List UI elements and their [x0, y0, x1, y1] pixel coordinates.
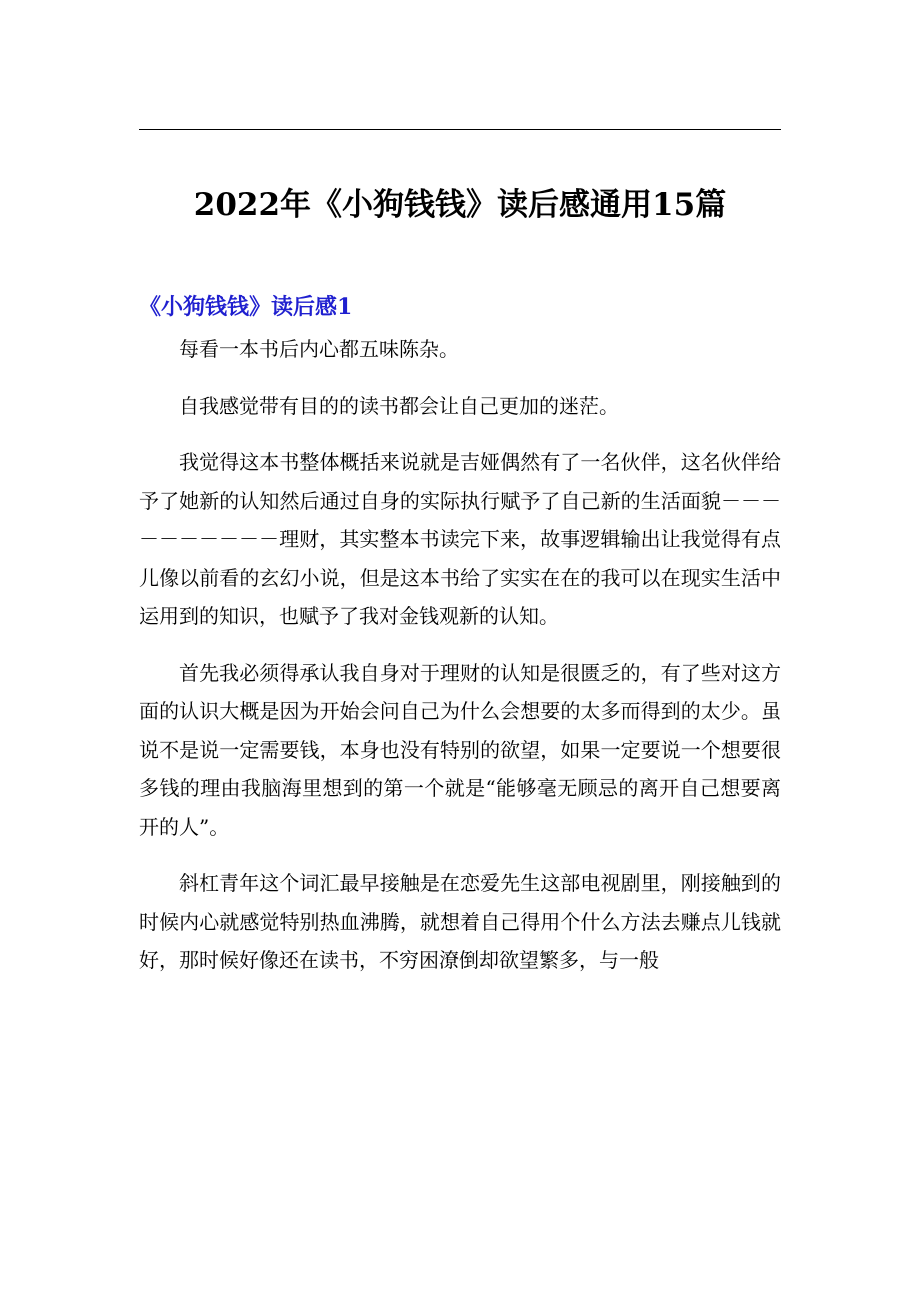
section-heading: 《小狗钱钱》读后感1 — [139, 294, 353, 321]
body-text — [139, 330, 781, 998]
paragraph: 我觉得这本书整体概括来说就是吉娅偶然有了一名伙伴，这名伙伴给予了她新的认知然后通过自身的实际执行赋予了自己新的生活面貌－－－－－－－－－－理财，其实整本书读完下来，故事逻辑输出让我觉得有点儿像以前看的玄幻小说，但是这本书给了实实在在的我可以在现实生活中运用到的知识，也赋予了我对金钱观新的认知。 — [139, 450, 781, 628]
paragraph: 自我感觉带有目的的读书都会让自己更加的迷茫。 — [179, 393, 619, 418]
header-rule — [139, 129, 781, 130]
document-title: 2022年《小狗钱钱》读后感通用15篇 — [193, 186, 727, 223]
paragraph: 斜杠青年这个词汇最早接触是在恋爱先生这部电视剧里，刚接触到的时候内心就感觉特别热血沸腾，就想着自己得用个什么方法去赚点儿钱就好，那时候好像还在读书，不穷困潦倒却欲望繁多，与一般 — [139, 871, 781, 972]
paragraph: 每看一本书后内心都五味陈杂。 — [179, 337, 459, 361]
paragraph: 首先我必须得承认我自身对于理财的认知是很匮乏的，有了些对这方面的认识大概是因为开始会问自己为什么会想要的太多而得到的太少。虽说不是说一定需要钱，本身也没有特别的欲望，如果一定要说一个想要很多钱的理由我脑海里想到的第一个就是“能够毫无顾忌的离开自己想要离开的人”。 — [139, 660, 781, 839]
